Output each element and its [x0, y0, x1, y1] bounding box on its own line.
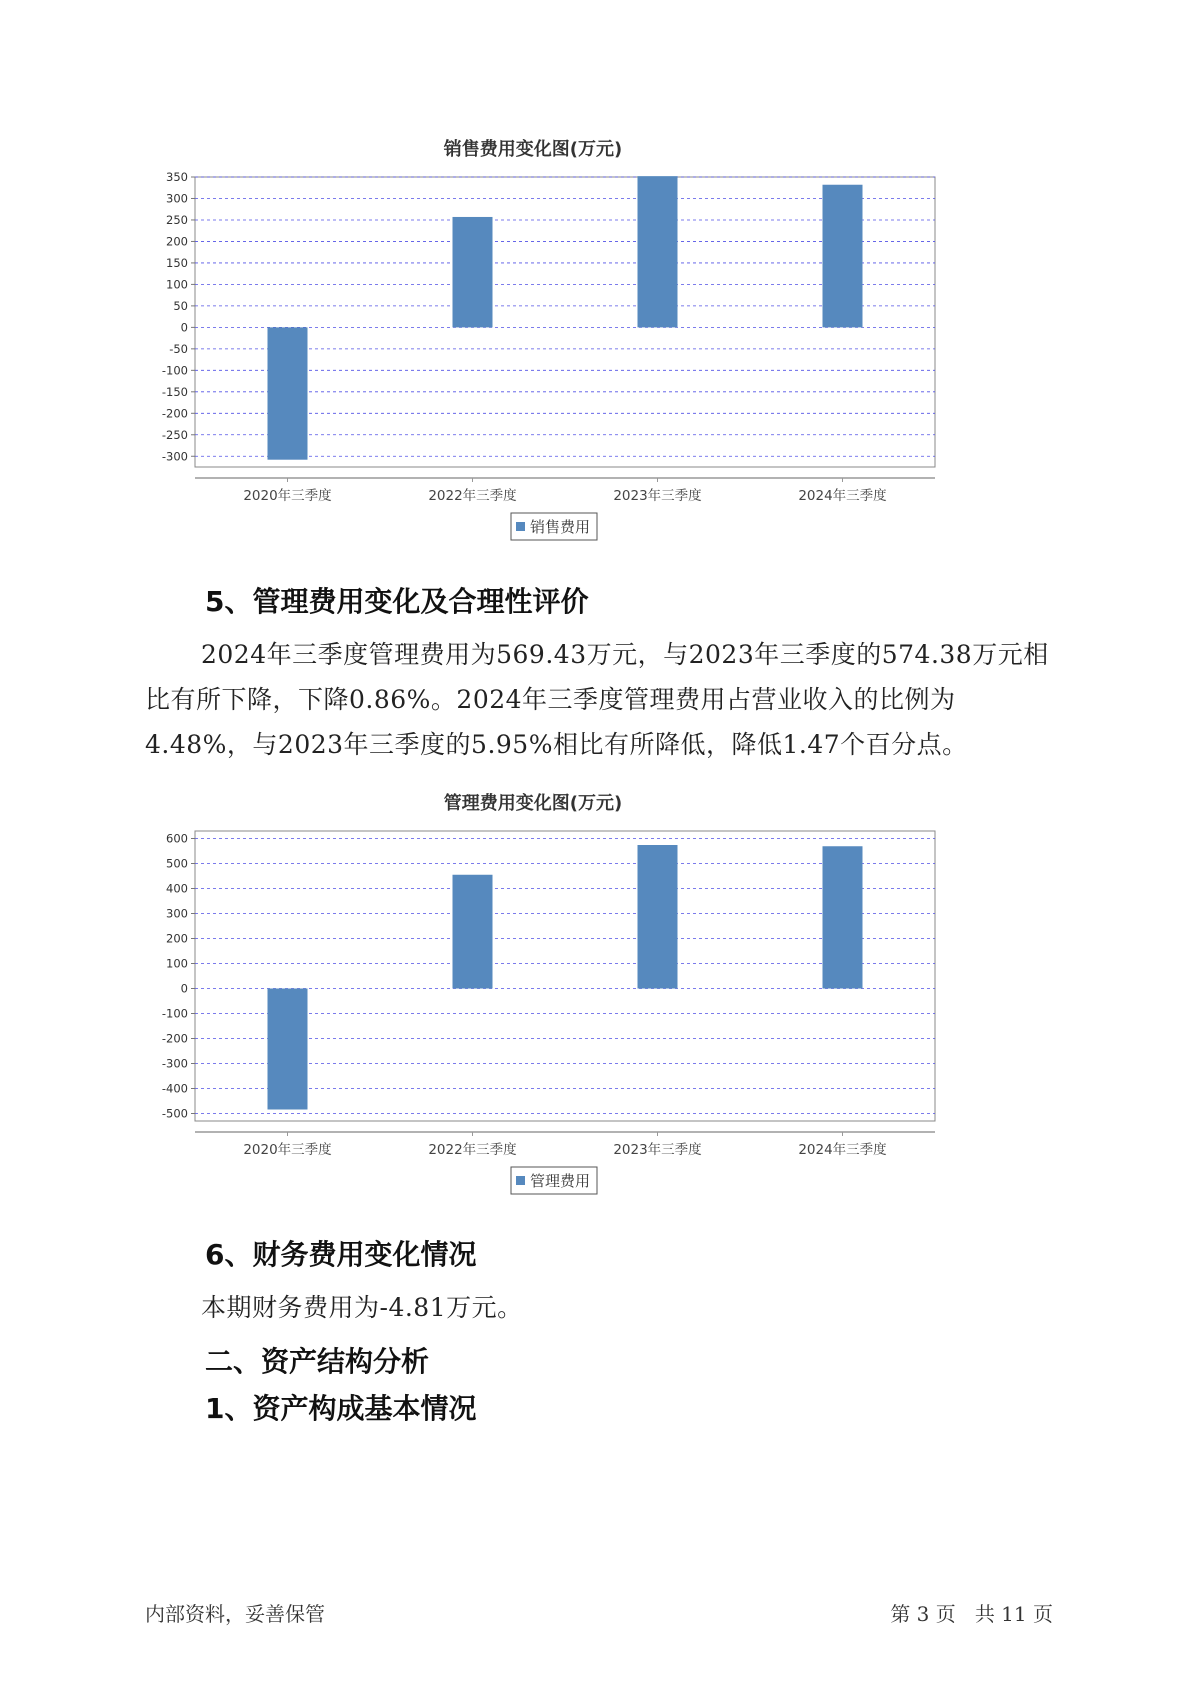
y-tick-label: 350 — [166, 170, 188, 184]
y-tick-label: 100 — [166, 956, 188, 971]
chart-title: 销售费用变化图(万元) — [443, 139, 623, 160]
legend-swatch — [516, 1176, 525, 1185]
y-tick-label: -300 — [161, 1056, 188, 1071]
y-tick-label: 400 — [166, 881, 188, 896]
bar-2 — [453, 217, 493, 327]
sales-expense-chart-svg — [160, 130, 1030, 550]
y-tick-label: -200 — [161, 1031, 188, 1046]
x-category-label: 2020年三季度 — [243, 488, 332, 504]
y-tick-label: 200 — [166, 234, 188, 249]
x-category-label: 2024年三季度 — [798, 1142, 887, 1158]
y-tick-label: 600 — [166, 831, 188, 846]
chart-title: 管理费用变化图(万元) — [443, 793, 623, 814]
y-tick-label: 200 — [166, 931, 188, 946]
y-tick-label: -250 — [161, 427, 188, 442]
y-tick-label: -500 — [161, 1106, 188, 1121]
y-tick-label: 50 — [173, 298, 188, 313]
y-tick-label: 300 — [166, 191, 188, 206]
x-category-label: 2023年三季度 — [613, 1142, 702, 1158]
x-category-label: 2024年三季度 — [798, 488, 887, 504]
footer-left: 内部资料，妥善保管 — [145, 1602, 325, 1626]
y-tick-label: 100 — [166, 277, 188, 292]
bar-3 — [638, 176, 678, 327]
asset-section-1-heading: 1、资产构成基本情况 — [205, 1392, 477, 1425]
admin-expense-chart-svg — [160, 784, 1030, 1204]
sales-expense-chart — [160, 130, 1030, 550]
y-tick-label: -100 — [161, 1006, 188, 1021]
bar-2 — [453, 875, 493, 989]
legend-swatch — [516, 522, 525, 531]
section-5-heading: 5、管理费用变化及合理性评价 — [205, 585, 589, 618]
admin-expense-chart — [160, 784, 1030, 1204]
y-tick-label: 0 — [180, 320, 188, 335]
bar-1 — [268, 989, 308, 1110]
y-tick-label: -50 — [169, 341, 188, 356]
y-tick-label: 0 — [180, 981, 188, 996]
y-tick-label: -400 — [161, 1081, 188, 1096]
x-category-label: 2023年三季度 — [613, 488, 702, 504]
y-tick-label: 150 — [166, 255, 188, 270]
y-tick-label: -300 — [161, 449, 188, 464]
bar-1 — [268, 327, 308, 459]
y-tick-label: -100 — [161, 363, 188, 378]
y-tick-label: 500 — [166, 856, 188, 871]
y-tick-label: 250 — [166, 212, 188, 227]
y-tick-label: 300 — [166, 906, 188, 921]
y-tick-label: -150 — [161, 384, 188, 399]
section-6-text: 本期财务费用为-4.81万元。 — [201, 1293, 523, 1322]
bar-4 — [823, 185, 863, 328]
section-5-paragraph — [145, 632, 1060, 767]
legend-label: 销售费用 — [530, 518, 591, 536]
footer-page-number: 第 3 页 共 11 页 — [890, 1602, 1053, 1626]
section-5-text: 2024年三季度管理费用为569.43万元，与2023年三季度的574.38万元相比有所下降，下降0.86%。2024年三季度管理费用占营业收入的比例为4.48%，与2023年三季度的5.95%相比有所降低，降低1.47个百分点。 — [145, 640, 1049, 759]
section-6-paragraph — [145, 1285, 1060, 1330]
x-category-label: 2022年三季度 — [428, 1142, 517, 1158]
part-2-heading: 二、资产结构分析 — [205, 1345, 430, 1378]
section-6-heading: 6、财务费用变化情况 — [205, 1238, 477, 1271]
y-tick-label: -200 — [161, 406, 188, 421]
x-category-label: 2020年三季度 — [243, 1142, 332, 1158]
bar-3 — [638, 845, 678, 989]
legend-label: 管理费用 — [530, 1172, 591, 1190]
bar-4 — [823, 846, 863, 988]
x-category-label: 2022年三季度 — [428, 488, 517, 504]
